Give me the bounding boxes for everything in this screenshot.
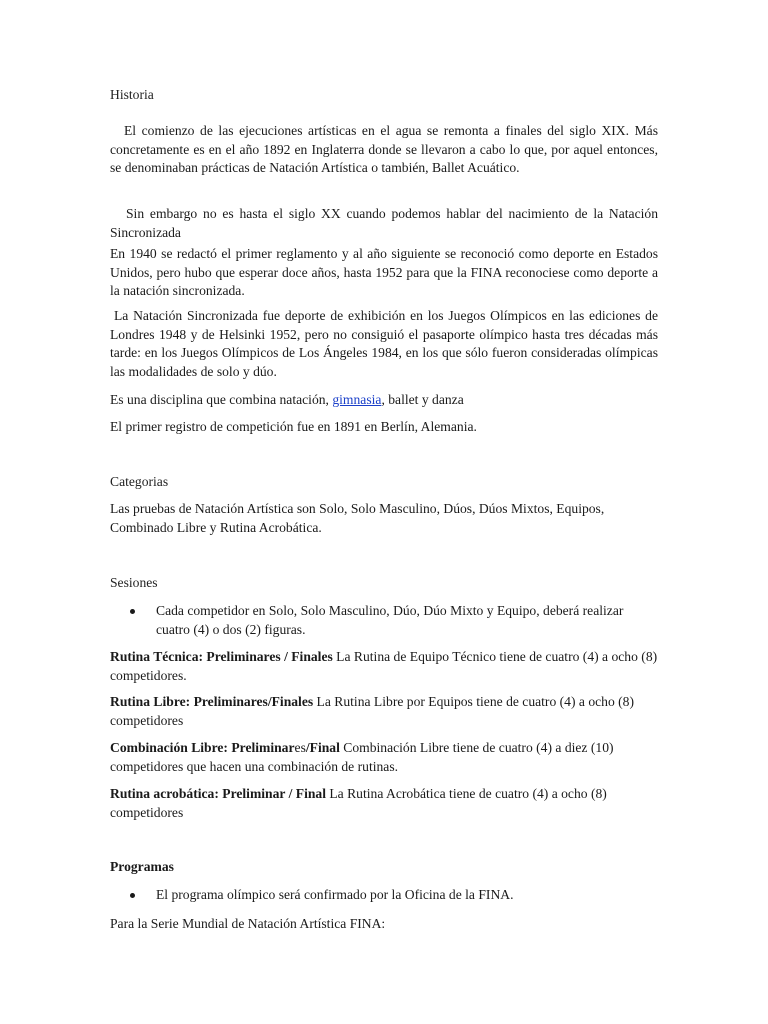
- rutina-acrobatica-paragraph: [110, 785, 658, 822]
- rutina-acrobatica-text: La Rutina Acrobática tiene de cuatro (4) a ocho (8) competidores: [110, 786, 607, 820]
- historia-paragraph-4: La Natación Sincronizada fue deporte de exhibición en los Juegos Olímpicos en las ediciones de Londres 1948 y de Helsinki 1952, pero no consiguió el pasaporte olímpico hasta tres décadas más tarde: en los Juegos Olímpicos de Los Ángeles 1984, en los que sólo fueron consideradas olímpicas las modalidades de solo y dúo.: [110, 308, 658, 379]
- bullet-dot-icon: [130, 609, 135, 614]
- section-title-programas: [110, 858, 658, 877]
- programas-paragraph-1: Para la Serie Mundial de Natación Artística FINA:: [110, 916, 386, 931]
- gimnasia-link[interactable]: gimnasia: [332, 392, 382, 407]
- rutina-libre-label: Rutina Libre: Preliminares/Finales: [110, 694, 314, 709]
- combinacion-libre-paragraph: [110, 739, 658, 776]
- programas-title-text: Programas: [110, 859, 174, 874]
- combinacion-label-2: /Final: [305, 740, 340, 755]
- rutina-libre-text: La Rutina Libre por Equipos tiene de cuatro (4) a ocho (8) competidores: [110, 694, 635, 728]
- section-title-sesiones: Sesiones: [110, 575, 158, 590]
- section-title-historia: Historia: [110, 87, 154, 102]
- rutina-acrobatica-label: Rutina acrobática: Preliminar / Final: [110, 786, 326, 801]
- rutina-tecnica-paragraph: [110, 648, 658, 685]
- historia-p5-after: , ballet y danza: [381, 392, 464, 407]
- historia-p5-before: Es una disciplina que combina natación,: [110, 392, 333, 407]
- historia-paragraph-1: El comienzo de las ejecuciones artísticas en el agua se remonta a finales del siglo XIX. Más concretamente es en el año 1892 en Inglaterra donde se llevaron a cabo lo que, por aquel entonces, se denominaban prácticas de Natación Artística o también, Ballet Acuático.: [110, 123, 658, 175]
- combinacion-label-1: Combinación Libre: Preliminar: [110, 740, 295, 755]
- sesiones-bullet-1: [110, 602, 658, 639]
- historia-paragraph-6: El primer registro de competición fue en 1891 en Berlín, Alemania.: [110, 419, 477, 434]
- categorias-paragraph-1: Las pruebas de Natación Artística son Solo, Solo Masculino, Dúos, Dúos Mixtos, Equipos, Combinado Libre y Rutina Acrobática.: [110, 501, 605, 535]
- historia-paragraph-5: [110, 391, 658, 410]
- programas-bullet-1-text: El programa olímpico será confirmado por la Oficina de la FINA.: [156, 887, 514, 902]
- programas-bullet-1: [110, 886, 658, 905]
- bullet-dot-icon: [130, 893, 135, 898]
- rutina-libre-paragraph: [110, 693, 658, 730]
- combinacion-libre-text: Combinación Libre tiene de cuatro (4) a diez (10) competidores que hacen una combinación de rutinas.: [110, 740, 614, 774]
- section-title-categorias: Categorias: [110, 474, 169, 489]
- sesiones-bullet-1-text: Cada competidor en Solo, Solo Masculino, Dúo, Dúo Mixto y Equipo, deberá realizar cuatro (4) o dos (2) figuras.: [156, 603, 624, 637]
- rutina-tecnica-label: Rutina Técnica: Preliminares / Finales: [110, 649, 333, 664]
- historia-paragraph-3: En 1940 se redactó el primer reglamento y al año siguiente se reconoció como deporte en Estados Unidos, pero hubo que esperar doce años, hasta 1952 para que la FINA reconociese como deporte a la natación sincronizada.: [110, 246, 658, 298]
- historia-paragraph-2: Sin embargo no es hasta el siglo XX cuando podemos hablar del nacimiento de la Natación Sincronizada: [110, 206, 658, 240]
- rutina-tecnica-text: La Rutina de Equipo Técnico tiene de cuatro (4) a ocho (8) competidores.: [110, 649, 658, 683]
- combinacion-label-normal: es: [294, 740, 306, 755]
